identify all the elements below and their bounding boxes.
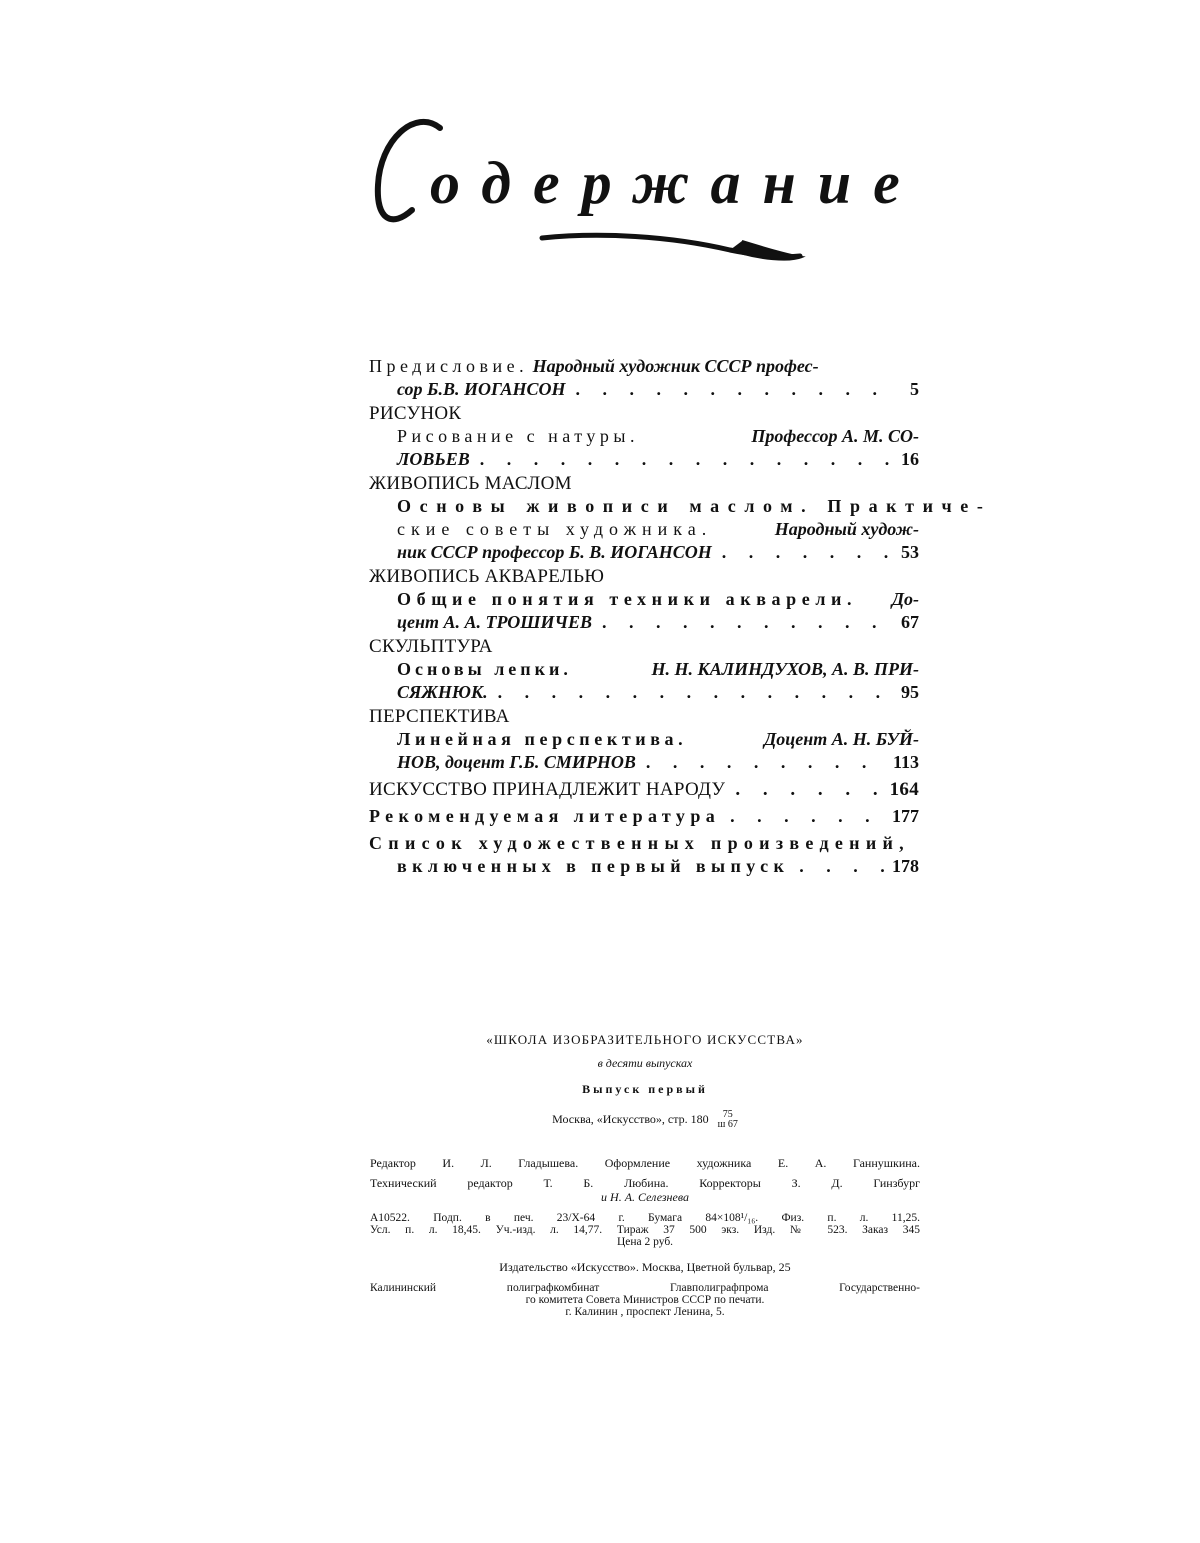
printer-line-2: го комитета Совета Министров СССР по печати. [525, 1294, 765, 1306]
issue-number: Выпуск первый [582, 1082, 708, 1096]
dot-leader [735, 778, 885, 801]
section-heading-sculpture: СКУЛЬПТУРА [369, 636, 493, 657]
editor-line: Редактор И. Л. Гладышева. Оформление художника Е. А. Ганнушкина. [370, 1156, 920, 1170]
series-subtitle: в десяти выпусках [597, 1056, 693, 1070]
dot-leader [730, 805, 888, 828]
dot-leader [480, 448, 889, 471]
print-line-3: Цена 2 руб. [616, 1236, 674, 1248]
page-number: 164 [889, 779, 919, 800]
section-heading-watercolor: ЖИВОПИСЬ АКВАРЕЛЬЮ [369, 566, 605, 587]
dot-leader [799, 855, 888, 878]
page-number: 113 [892, 752, 919, 772]
page-number: 5 [910, 379, 919, 399]
print-line-2: Усл. п. л. 18,45. Уч.-изд. л. 14,77. Тираж 37 500 экз. Изд. № 523. Заказ 345 [370, 1224, 920, 1236]
toc-entry-label: Основы живописи маслом. Практиче- [397, 496, 992, 516]
toc-entry-author: Народный худож- [774, 519, 919, 539]
dot-leader [646, 751, 889, 774]
colophon [370, 1033, 920, 1318]
dot-leader [576, 378, 889, 401]
imprint [370, 1110, 920, 1130]
page-title [370, 110, 930, 280]
toc-entry-label: Общие понятия техники акварели. [397, 589, 858, 609]
section-heading-perspective: ПЕРСПЕКТИВА [369, 706, 510, 727]
toc-entry-author-cont: цент А. А. ТРОШИЧЕВ [397, 612, 593, 632]
page-number: 177 [892, 806, 919, 826]
title-text: одержание [430, 150, 922, 216]
page-number: 95 [901, 682, 919, 702]
toc-entry-author: Народный художник СССР профес- [532, 356, 819, 376]
series-title: «ШКОЛА ИЗОБРАЗИТЕЛЬНОГО ИСКУССТВА» [486, 1032, 804, 1047]
printer-line-3: г. Калинин , проспект Ленина, 5. [565, 1306, 725, 1318]
toc-entry-author-cont: ЛОВЬЕВ [397, 449, 470, 469]
imprint-text: Москва, «Искусство», стр. 180 [552, 1111, 709, 1126]
dot-leader [498, 681, 889, 704]
toc-entry-author: До- [891, 589, 919, 609]
printer-line-1: Калининский полиграфкомбинат Главполиграфпрома Государственно- [370, 1282, 920, 1294]
page-number: 53 [901, 542, 919, 562]
toc-entry-author-cont: ник СССР профессор Б. В. ИОГАНСОН [397, 542, 712, 562]
section-heading-oil: ЖИВОПИСЬ МАСЛОМ [369, 473, 572, 494]
printer-info [370, 1282, 920, 1318]
page-number: 67 [901, 612, 919, 632]
toc-entry-label: Рекомендуемая литература [369, 806, 721, 826]
toc-entry-author: Профессор А. М. СО- [751, 426, 919, 446]
catalog-code [718, 1110, 738, 1130]
catalog-code-bottom: ш 67 [717, 1119, 738, 1130]
toc-entry-oil[interactable] [369, 495, 992, 564]
print-line-1: А10522. Подп. в печ. 23/Х-64 г. Бумага 84×108¹/₁₆. Физ. п. л. 11,25. [370, 1212, 920, 1224]
dot-leader [722, 541, 889, 564]
toc-entry-watercolor[interactable] [369, 588, 919, 634]
toc-entry-label: Рисование с натуры. [397, 426, 640, 446]
section-heading-drawing: РИСУНОК [369, 403, 462, 424]
toc-entry-drawing[interactable] [369, 425, 919, 471]
toc-entry-author-cont: сор Б.В. ИОГАНСОН [397, 379, 566, 399]
toc-entry-preface[interactable] [369, 355, 919, 401]
page-number: 16 [901, 449, 919, 469]
title-flourish [370, 110, 930, 280]
print-specs [370, 1212, 920, 1248]
publisher-address: Издательство «Искусство». Москва, Цветной бульвар, 25 [499, 1260, 791, 1274]
tech-editor-line: Технический редактор Т. Б. Любина. Корректоры З. Д. Гинзбург [370, 1176, 920, 1190]
toc-entry-label: Основы лепки. [397, 659, 572, 679]
catalog-code-top: 75 [722, 1109, 733, 1120]
page-number: 178 [892, 856, 919, 876]
toc-entry-art-belongs[interactable] [369, 778, 919, 801]
toc-entry-label-cont: включенных в первый выпуск [397, 856, 790, 876]
toc-entry-label-cont: ские советы художника. [397, 519, 713, 539]
table-of-contents [369, 355, 992, 878]
toc-entry-author: Н. Н. КАЛИНДУХОВ, А. В. ПРИ- [651, 659, 919, 679]
toc-entry-artworks[interactable] [369, 832, 919, 878]
toc-entry-literature[interactable] [369, 805, 919, 828]
credits [370, 1156, 920, 1204]
toc-entry-label: Линейная перспектива. [397, 729, 688, 749]
tech-editor-line-cont: и Н. А. Селезнева [601, 1190, 689, 1204]
toc-entry-label: Предисловие. [369, 356, 529, 376]
toc-entry-perspective[interactable] [369, 728, 919, 774]
toc-entry-author-cont: НОВ, доцент Г.Б. СМИРНОВ [397, 752, 636, 772]
toc-entry-sculpture[interactable] [369, 658, 919, 704]
toc-entry-label: ИСКУССТВО ПРИНАДЛЕЖИТ НАРОДУ [369, 779, 726, 800]
toc-entry-label: Список художественных произведений, [369, 833, 910, 853]
dot-leader [602, 611, 889, 634]
toc-entry-author-cont: СЯЖНЮК. [397, 682, 488, 702]
toc-entry-author: Доцент А. Н. БУЙ- [763, 729, 919, 749]
